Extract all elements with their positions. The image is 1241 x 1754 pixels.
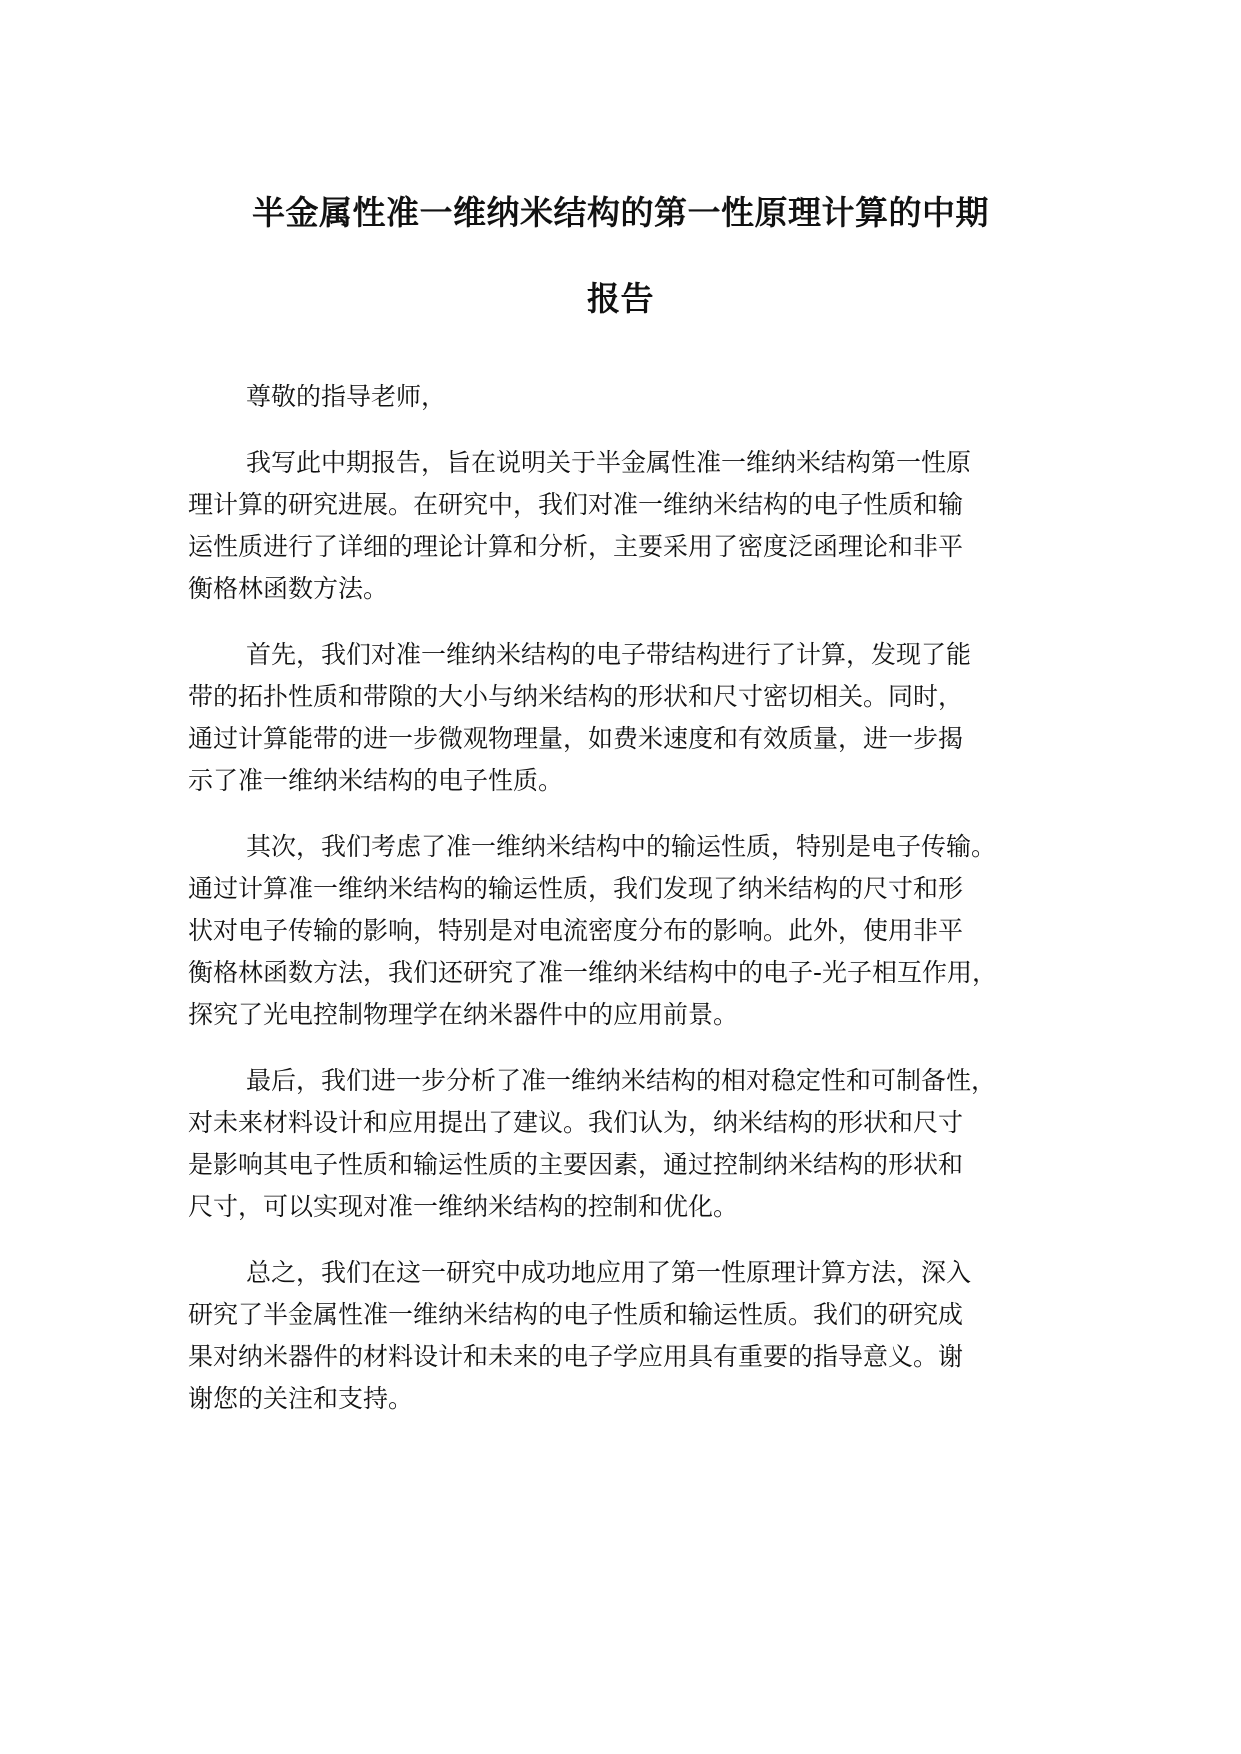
paragraph-line: 带的拓扑性质和带隙的大小与纳米结构的形状和尺寸密切相关。同时， — [188, 682, 964, 711]
paragraph-line: 理计算的研究进展。在研究中，我们对准一维纳米结构的电子性质和输 — [188, 490, 964, 519]
paragraph-line: 是影响其电子性质和输运性质的主要因素，通过控制纳米结构的形状和 — [188, 1150, 964, 1179]
paragraph-4 — [188, 1060, 1088, 1228]
paragraph-line: 最后，我们进一步分析了准一维纳米结构的相对稳定性和可制备性， — [246, 1066, 997, 1095]
paragraph-line: 通过计算准一维纳米结构的输运性质，我们发现了纳米结构的尺寸和形 — [188, 874, 964, 903]
paragraph-line: 尺寸，可以实现对准一维纳米结构的控制和优化。 — [188, 1192, 739, 1221]
paragraph-line: 衡格林函数方法，我们还研究了准一维纳米结构中的电子-光子相互作用， — [188, 958, 998, 987]
paragraph-line: 总之，我们在这一研究中成功地应用了第一性原理计算方法，深入 — [246, 1258, 972, 1287]
paragraph-line: 谢您的关注和支持。 — [188, 1384, 414, 1413]
paragraph-line: 我写此中期报告，旨在说明关于半金属性准一维纳米结构第一性原 — [246, 448, 972, 477]
title-line-2: 报告 — [587, 279, 654, 318]
paragraph-2 — [188, 634, 1088, 802]
paragraph-5 — [188, 1252, 1088, 1420]
paragraph-line: 运性质进行了详细的理论计算和分析，主要采用了密度泛函理论和非平 — [188, 532, 964, 561]
paragraph-line: 对未来材料设计和应用提出了建议。我们认为，纳米结构的形状和尺寸 — [188, 1108, 964, 1137]
paragraph-line: 果对纳米器件的材料设计和未来的电子学应用具有重要的指导意义。谢 — [188, 1342, 964, 1371]
salutation: 尊敬的指导老师， — [246, 382, 447, 411]
paragraph-line: 其次，我们考虑了准一维纳米结构中的输运性质，特别是电子传输。 — [246, 832, 997, 861]
paragraph-line: 探究了光电控制物理学在纳米器件中的应用前景。 — [188, 1000, 739, 1029]
paragraph-line: 通过计算能带的进一步微观物理量，如费米速度和有效质量，进一步揭 — [188, 724, 964, 753]
paragraph-line: 研究了半金属性准一维纳米结构的电子性质和输运性质。我们的研究成 — [188, 1300, 964, 1329]
paragraph-line: 状对电子传输的影响，特别是对电流密度分布的影响。此外，使用非平 — [188, 916, 964, 945]
paragraph-line: 示了准一维纳米结构的电子性质。 — [188, 766, 564, 795]
paragraph-line: 衡格林函数方法。 — [188, 574, 389, 603]
document-body — [188, 376, 1088, 1444]
paragraph-3 — [188, 826, 1088, 1036]
paragraph-1 — [188, 442, 1088, 610]
document-title — [150, 170, 1091, 342]
title-line-1: 半金属性准一维纳米结构的第一性原理计算的中期 — [252, 193, 989, 232]
paragraph-line: 首先，我们对准一维纳米结构的电子带结构进行了计算，发现了能 — [246, 640, 972, 669]
